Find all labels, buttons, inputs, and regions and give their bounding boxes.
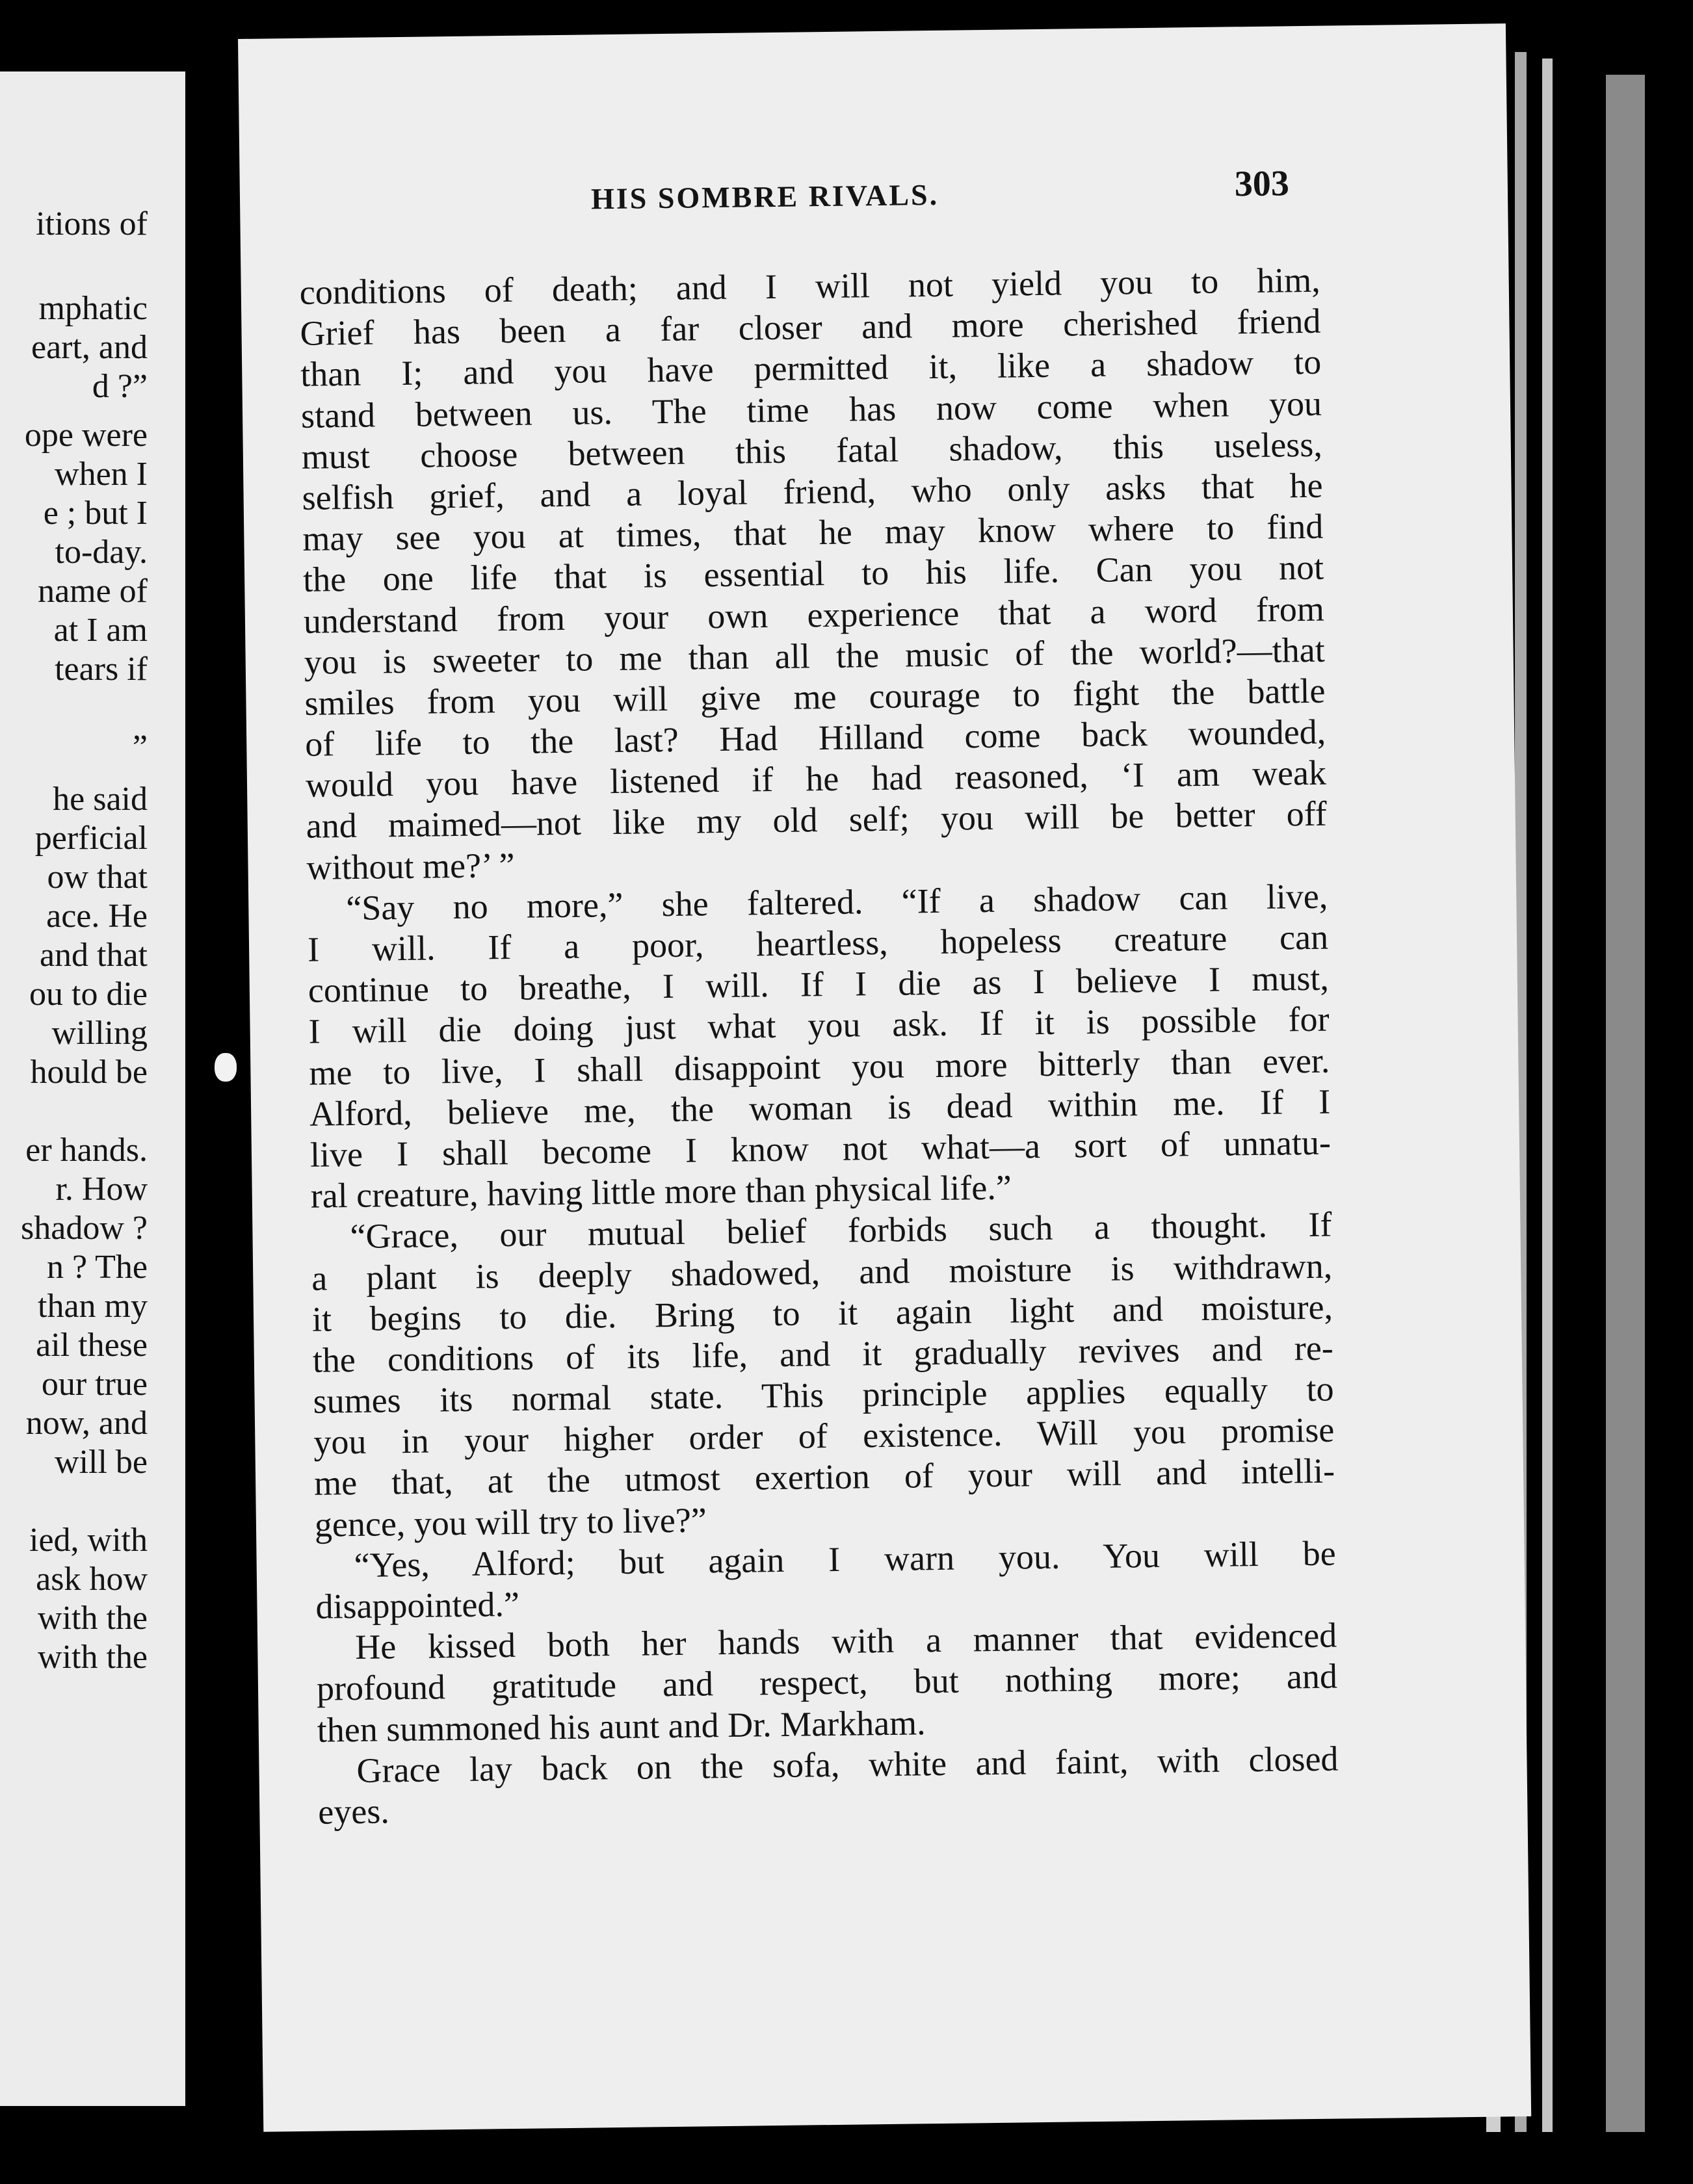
left-page-line: now, and xyxy=(25,1405,148,1442)
text-line: a plant is deeply shadowed, and moisture is withdrawn, xyxy=(311,1246,1333,1298)
text-line: Grief has been a far closer and more cherished friend xyxy=(300,301,1321,354)
text-line: and maimed—not like my old self; you will be better off xyxy=(306,794,1328,846)
page-edge xyxy=(1542,58,1553,2132)
page-header xyxy=(240,160,1508,228)
text-line: may see you at times, that he may know where to find xyxy=(302,506,1324,558)
gutter-mark xyxy=(215,1053,237,1082)
left-page-line: with the xyxy=(38,1600,148,1637)
text-line: disappointed.” xyxy=(315,1584,520,1626)
text-line: ral creature, having little more than physical life.” xyxy=(310,1167,1012,1216)
text-line: the one life that is essential to his life. Can you not xyxy=(302,547,1324,600)
left-facing-page xyxy=(0,72,185,2106)
text-line: smiles from you will give me courage to fight the battle xyxy=(304,671,1326,723)
left-page-line: ail these xyxy=(36,1327,148,1364)
text-line: “Say no more,” she faltered. “If a shadow can live, xyxy=(345,876,1328,928)
left-page-line: e ; but I xyxy=(43,495,148,532)
left-page-line: name of xyxy=(38,573,148,610)
text-line: the conditions of its life, and it gradually revives and re- xyxy=(312,1328,1334,1380)
text-line: He kissed both her hands with a manner that evidenced xyxy=(354,1615,1337,1667)
left-page-line: er hands. xyxy=(25,1132,148,1169)
text-line: Alford, believe me, the woman is dead within me. If I xyxy=(309,1082,1331,1134)
text-line: live I shall become I know not what—a sort of unnatu- xyxy=(309,1123,1332,1175)
left-page-line: perficial xyxy=(34,820,148,857)
left-page-line: when I xyxy=(55,456,148,493)
main-page xyxy=(238,23,1531,2132)
left-page-line: with the xyxy=(38,1639,148,1676)
page-number: 303 xyxy=(1234,163,1290,205)
text-line: I will. If a poor, heartless, hopeless creature can xyxy=(307,917,1329,969)
left-page-line: d ?” xyxy=(92,368,148,405)
left-page-line: ou to die xyxy=(29,976,148,1013)
running-title: HIS SOMBRE RIVALS. xyxy=(590,177,939,216)
text-line: me that, at the utmost exertion of your will and intelli- xyxy=(313,1451,1335,1503)
left-page-line: he said xyxy=(53,781,148,818)
text-line: must choose between this fatal shadow, this useless, xyxy=(301,424,1323,476)
text-line: continue to breathe, I will. If I die as I believe I must, xyxy=(308,958,1330,1010)
text-line: profound gratitude and respect, but nothing more; and xyxy=(316,1656,1338,1709)
text-line: you in your higher order of existence. Will you promise xyxy=(313,1410,1335,1462)
left-page-line: eart, and xyxy=(31,329,148,366)
text-line: conditions of death; and I will not yield you to him, xyxy=(299,260,1321,312)
text-line: understand from your own experience that a word from xyxy=(303,589,1325,641)
left-page-line: itions of xyxy=(36,205,148,242)
text-line: of life to the last? Had Hilland come back wounded, xyxy=(304,712,1326,764)
left-page-line: n ? The xyxy=(47,1249,148,1286)
body-text xyxy=(299,260,1339,1833)
book-cover-edge xyxy=(1606,75,1645,2132)
left-page-line: ace. He xyxy=(46,898,148,935)
left-page-line: ow that xyxy=(47,859,148,896)
text-line: would you have listened if he had reasoned, ‘I am weak xyxy=(305,753,1327,805)
text-line: without me?’ ” xyxy=(306,845,515,887)
text-line: selfish grief, and a loyal friend, who only asks that he xyxy=(302,465,1323,517)
text-line: you is sweeter to me than all the music of the world?—that xyxy=(304,630,1325,682)
left-page-line: ope were xyxy=(24,417,148,454)
text-line: than I; and you have permitted it, like a shadow to xyxy=(300,343,1322,395)
left-page-line: tears if xyxy=(55,651,148,688)
left-page-line: will be xyxy=(55,1444,148,1481)
text-line: I will die doing just what you ask. If it is possible for xyxy=(308,999,1330,1052)
text-line: “Grace, our mutual belief forbids such a thought. If xyxy=(350,1204,1332,1256)
left-page-line: mphatic xyxy=(38,290,148,327)
text-line: gence, you will try to live?” xyxy=(314,1500,707,1544)
left-page-line: r. How xyxy=(55,1171,148,1208)
text-line: stand between us. The time has now come when you xyxy=(300,384,1322,436)
left-page-line: willing xyxy=(51,1015,148,1052)
text-line: sumes its normal state. This principle applies equally to xyxy=(313,1369,1334,1421)
left-page-line: and that xyxy=(39,937,148,974)
text-line: eyes. xyxy=(317,1791,390,1832)
left-page-line: shadow ? xyxy=(21,1210,148,1247)
left-page-line: ask how xyxy=(36,1561,148,1598)
left-page-line: to-day. xyxy=(55,534,148,571)
left-page-line: ied, with xyxy=(29,1522,148,1559)
text-line: me to live, I shall disappoint you more bitterly than ever. xyxy=(309,1041,1330,1093)
left-page-line: at I am xyxy=(53,612,148,649)
left-page-line: our true xyxy=(41,1366,148,1403)
left-page-line: hould be xyxy=(30,1054,148,1091)
text-line: “Yes, Alford; but again I warn you. You will be xyxy=(354,1533,1336,1585)
text-line: it begins to die. Bring to it again light and moisture, xyxy=(311,1287,1333,1339)
text-line: Grace lay back on the sofa, white and faint, with closed xyxy=(356,1739,1339,1790)
text-line: then summoned his aunt and Dr. Markham. xyxy=(317,1702,926,1750)
left-page-line: than my xyxy=(38,1288,148,1325)
left-page-line: ” xyxy=(132,729,148,766)
